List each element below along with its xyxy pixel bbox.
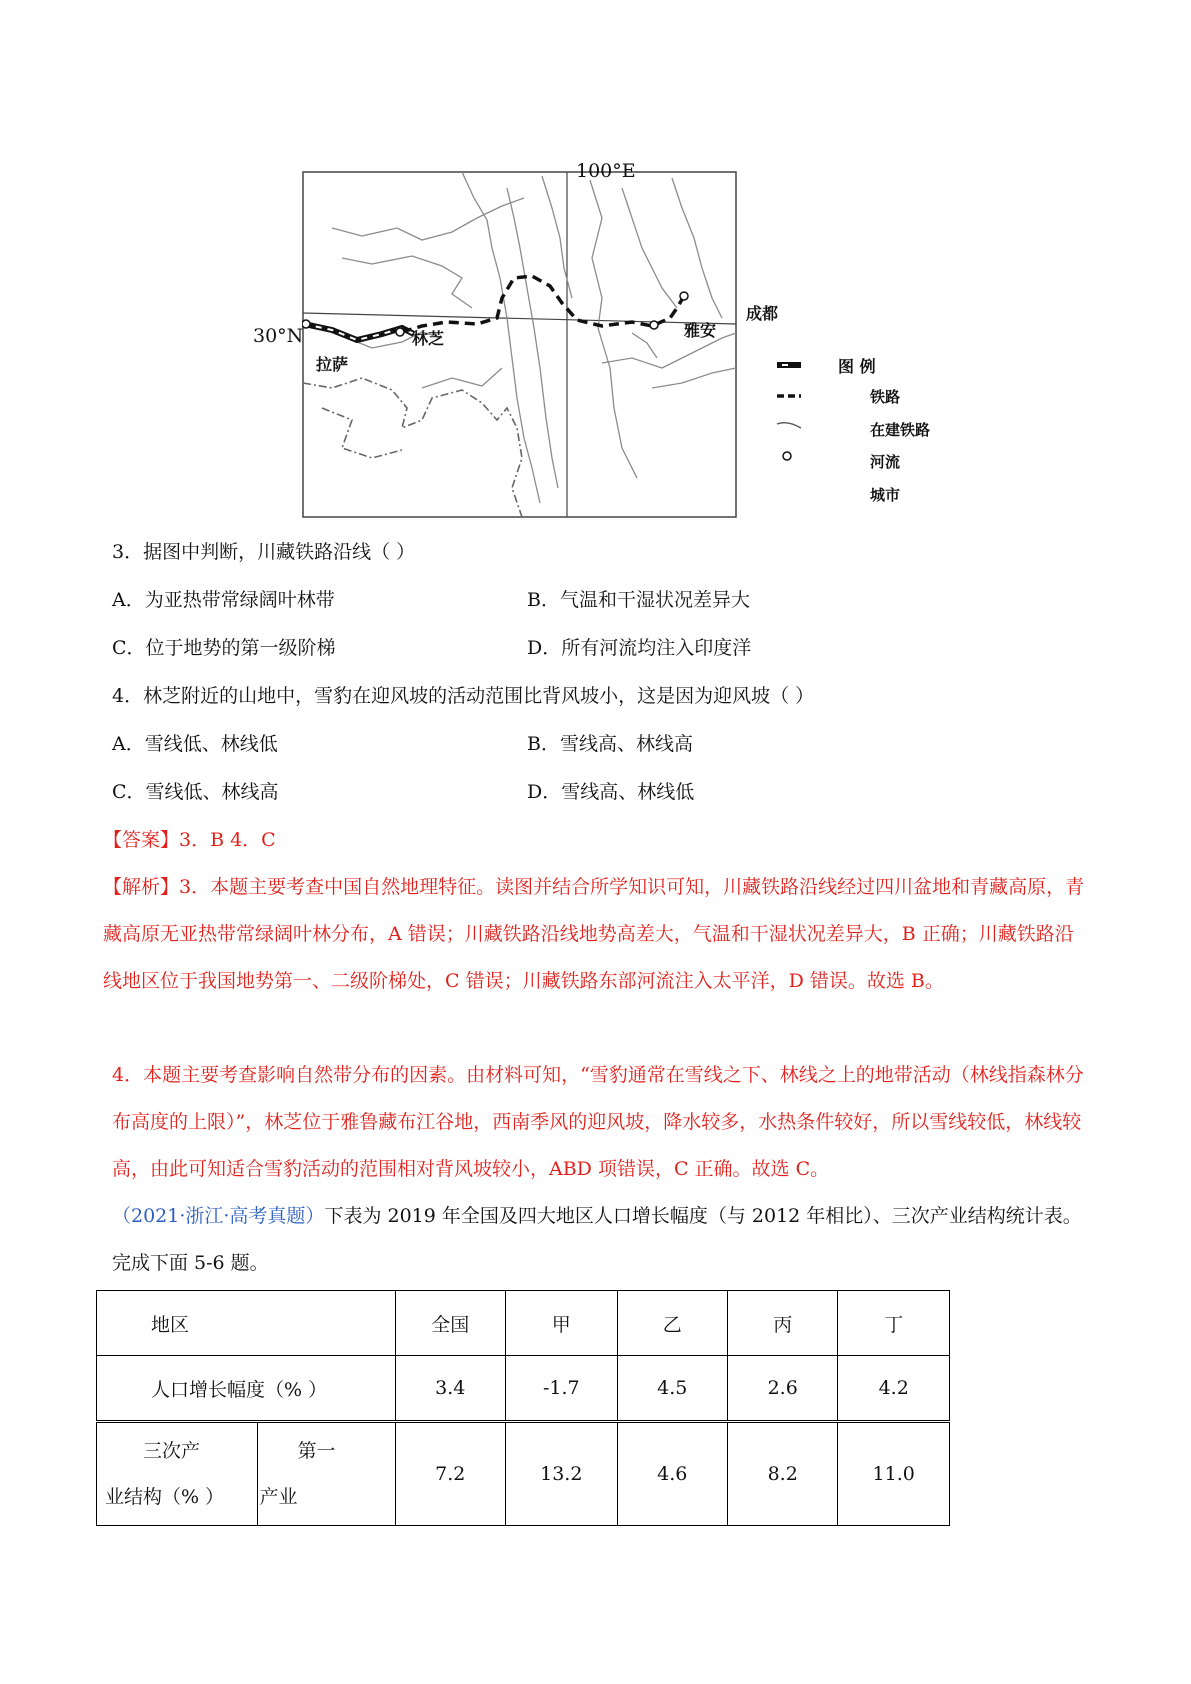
table-cell: 4.5 [617,1356,727,1422]
table-cell: 11.0 [838,1422,950,1526]
table-row [97,1422,950,1526]
city-label-yaan: 雅安 [684,321,717,340]
table-cell: 13.2 [506,1422,618,1526]
city-label-lasa: 拉萨 [316,355,349,374]
q4-stem: 4．林芝附近的山地中，雪豹在迎风坡的活动范围比背风坡小，这是因为迎风坡（ ） [112,685,815,707]
table-cell: 4.2 [838,1356,950,1422]
structure-label [97,1422,258,1526]
q3-option-a: A．为亚热带常绿阔叶林带 [112,589,335,611]
railway-map-figure [302,158,802,520]
table-row [97,1356,950,1422]
table-cell: 3.4 [395,1356,505,1422]
q3-option-b: B．气温和干湿状况差异大 [527,589,750,611]
source-tag: （2021·浙江·高考真题） [112,1205,325,1227]
legend-title: 图 例 [838,357,876,376]
q4-option-b: B．雪线高、林线高 [527,733,693,755]
q3-stem: 3．据图中判断，川藏铁路沿线（ ） [112,541,416,563]
growth-label: 人口增长幅度（% ） [97,1356,396,1422]
table-cell: 8.2 [727,1422,837,1526]
next-question-intro [112,1193,1087,1287]
table-cell: 4.6 [617,1422,727,1526]
legend-railway-label: 铁路 [870,388,901,406]
population-industry-table [96,1290,950,1526]
map-legend-symbols [777,362,801,460]
col-header: 丙 [727,1291,837,1356]
q4-option-a: A．雪线低、林线低 [112,733,278,755]
primary-label [257,1422,395,1526]
col-header: 甲 [506,1291,618,1356]
table-cell: 2.6 [727,1356,837,1422]
col-header: 丁 [838,1291,950,1356]
q3-option-d: D．所有河流均注入印度洋 [527,637,752,659]
legend-construction-label: 在建铁路 [870,421,931,439]
city-linzhi-marker [396,328,404,336]
legend-river-label: 河流 [870,453,901,471]
railway-under-construction [402,276,684,332]
city-yaan-marker [650,321,658,329]
region-header: 地区 [97,1291,396,1356]
city-label-chengdu: 成都 [746,304,779,323]
col-header: 全国 [395,1291,505,1356]
intro-text: 下表为 2019 年全国及四大地区人口增长幅度（与 2012 年相比）、三次产业结构统计表。完成下面 5-6 题。 [112,1205,1082,1274]
answer-text: 【答案】3．B 4．C [103,829,276,851]
city-chengdu-marker [680,292,688,300]
analysis-q4: 4．本题主要考查影响自然带分布的因素。由材料可知，“雪豹通常在雪线之下、林线之上的地带活动（林线指森林分布高度的上限）”，林芝位于雅鲁藏布江谷地，西南季风的迎风坡，降水较多，水热条件较好，所以雪线较低，林线较高，由此可知适合雪豹活动的范围相对背风坡较小，ABD 项错误，C 正确。故选 C。 [112,1064,1084,1180]
q4-option-d: D．雪线高、林线低 [527,781,695,803]
structure-label-line1: 三次产 [143,1440,201,1462]
city-label-linzhi: 林芝 [412,329,445,348]
primary-label-line2: 产业 [259,1486,298,1508]
map-label-lat: 30°N [253,325,304,347]
col-header: 乙 [617,1291,727,1356]
table-cell: 7.2 [395,1422,505,1526]
analysis-q3: 【解析】3．本题主要考查中国自然地理特征。读图并结合所学知识可知，川藏铁路沿线经过四川盆地和青藏高原，青藏高原无亚热带常绿阔叶林分布，A 错误；川藏铁路沿线地势高差大，气温和干湿状况差异大，B 正确；川藏铁路沿线地区位于我国地势第一、二级阶梯处，C 错误；川藏铁路东部河流注入太平洋，D 错误。故选 B。 [103,876,1085,992]
primary-label-line1: 第一 [297,1440,336,1462]
table-cell: -1.7 [506,1356,618,1422]
structure-label-line2: 业结构（% ） [105,1486,225,1508]
map-label-lon: 100°E [576,160,636,182]
legend-city-label: 城市 [870,486,901,504]
q4-option-c: C．雪线低、林线高 [112,781,279,803]
q3-option-c: C．位于地势的第一级阶梯 [112,637,336,659]
table-header-row [97,1291,950,1356]
